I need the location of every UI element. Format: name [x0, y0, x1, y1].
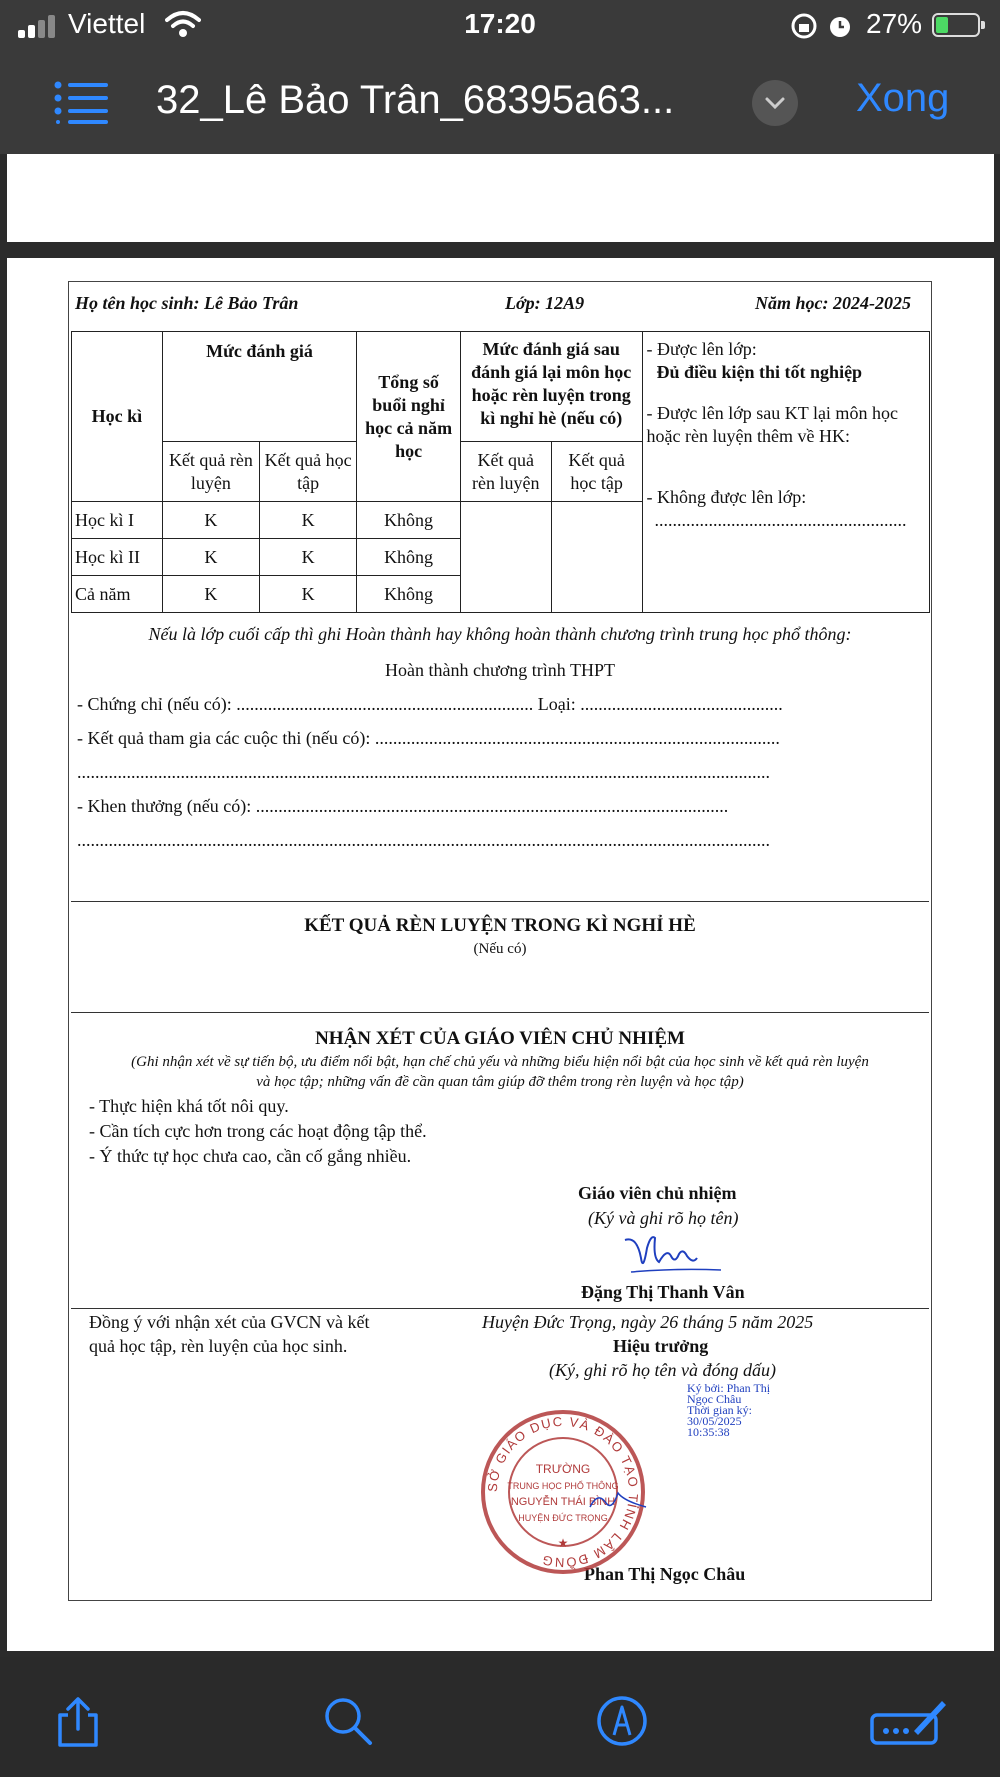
digital-signature-line: Ngọc Châu	[687, 1392, 742, 1406]
stamp-text: HUYỆN ĐỨC TRỌNG	[518, 1513, 608, 1523]
subheader-study: Kết quả học tập	[260, 442, 357, 502]
absent-cell: Không	[357, 576, 461, 613]
absent-cell: Không	[357, 539, 461, 576]
certificate-line: - Chứng chỉ (nếu có): .................................................................. Loại: .............................................	[77, 694, 783, 714]
divider	[71, 1012, 929, 1013]
stamp-text: TRUNG HỌC PHỔ THÔNG	[507, 1481, 619, 1491]
alarm-icon	[826, 12, 854, 40]
digital-signature-line: 10:35:38	[687, 1425, 730, 1439]
award-line: - Khen thưởng (nếu có): .........................................................................................................	[77, 796, 729, 816]
teacher-comment-note: và học tập; những vấn đề cần quan tâm giúp đỡ thêm trong rèn luyện và học tập)	[256, 1074, 744, 1090]
digital-signature-line: Ký bởi: Phan Thị	[687, 1381, 771, 1395]
conduct-cell: K	[162, 539, 259, 576]
header-after-review: Mức đánh giá sau đánh giá lại môn học hoặc rèn luyện trong kì nghỉ hè (nếu có)	[460, 332, 642, 442]
principal-role: Hiệu trưởng	[613, 1336, 709, 1356]
subheader-conduct: Kết quả rèn luyện	[162, 442, 259, 502]
summer-title: KẾT QUẢ RÈN LUYỆN TRONG KÌ NGHỈ HÈ	[304, 915, 696, 936]
not-promoted-label: - Không được lên lớp:	[646, 487, 807, 507]
clock: 17:20	[464, 8, 536, 39]
title-menu-button[interactable]	[752, 80, 798, 126]
svg-text:★: ★	[557, 1536, 569, 1550]
school-stamp	[478, 1407, 648, 1577]
chevron-down-icon	[752, 80, 798, 126]
comment-item: - Thực hiện khá tốt nôi quy.	[89, 1096, 289, 1116]
search-icon[interactable]	[322, 1695, 374, 1747]
teacher-role: Giáo viên chủ nhiệm	[578, 1183, 737, 1203]
previous-page	[7, 154, 994, 242]
agree-text: quả học tập, rèn luyện của học sinh.	[89, 1336, 348, 1356]
promotion-after-review: - Được lên lớp sau KT lại môn học hoặc rèn luyện thêm về HK:	[646, 403, 898, 446]
list-icon[interactable]	[54, 80, 110, 124]
dots-line: ..........................................................................................................................................................	[77, 762, 770, 782]
agree-text: Đồng ý với nhận xét của GVCN và kết	[89, 1312, 370, 1332]
digital-signature-line: Thời gian ký:	[687, 1403, 753, 1417]
digital-signature-info	[687, 1383, 770, 1438]
divider	[71, 901, 929, 902]
header-total-absent: Tổng số buổi nghỉ học cả năm học	[357, 332, 461, 502]
student-name: Họ tên học sinh: Lê Bảo Trân	[75, 293, 299, 313]
header-term: Học kì	[72, 332, 163, 502]
conduct-cell: K	[162, 576, 259, 613]
document-title: 32_Lê Bảo Trân_68395a63...	[156, 78, 675, 122]
contest-line: - Kết quả tham gia các cuộc thi (nếu có): ..........................................................................................	[77, 728, 780, 748]
teacher-comment-title: NHẬN XÉT CỦA GIÁO VIÊN CHỦ NHIỆM	[315, 1028, 685, 1049]
battery-icon	[932, 13, 980, 37]
term-cell: Học kì I	[72, 502, 163, 539]
principal-name: Phan Thị Ngọc Châu	[584, 1564, 746, 1584]
divider	[71, 1308, 929, 1309]
share-icon[interactable]	[52, 1695, 104, 1747]
final-grade-note: Nếu là lớp cuối cấp thì ghi Hoàn thành hay không hoàn thành chương trình trung học phổ thông:	[148, 624, 852, 644]
subheader-review-conduct: Kết quả rèn luyện	[460, 442, 551, 502]
place-date: Huyện Đức Trọng, ngày 26 tháng 5 năm 2025	[482, 1312, 814, 1332]
promotion-value: Đủ điều kiện thi tốt nghiệp	[656, 362, 863, 382]
promotion-label: - Được lên lớp:	[646, 339, 757, 359]
principal-sign-note: (Ký, ghi rõ họ tên và đóng dấu)	[549, 1360, 776, 1380]
results-table	[71, 331, 930, 613]
markup-icon[interactable]	[596, 1695, 648, 1747]
term-cell: Học kì II	[72, 539, 163, 576]
school-year: Năm học: 2024-2025	[755, 293, 911, 313]
absent-cell: Không	[357, 502, 461, 539]
teacher-comment-note: (Ghi nhận xét về sự tiến bộ, ưu điểm nổi bật, hạn chế chủ yếu và những biểu hiện nổi bật của học sinh về kết quả rèn luyện	[131, 1054, 869, 1070]
teacher-name: Đặng Thị Thanh Vân	[581, 1282, 745, 1302]
teacher-sign-note: (Ký và ghi rõ họ tên)	[588, 1208, 739, 1228]
dots-line: ..........................................................................................................................................................	[77, 830, 770, 850]
stamp-ring-text: SỞ GIÁO DỤC VÀ ĐÀO TẠO TỈNH LÂM ĐỒNG	[484, 1413, 642, 1571]
battery-percent: 27%	[866, 8, 923, 39]
study-cell: K	[260, 576, 357, 613]
not-promoted-dots: ........................................................	[654, 510, 907, 530]
stamp-text: NGUYỄN THÁI BÌNH	[510, 1496, 616, 1508]
done-button[interactable]: Xong	[856, 76, 950, 120]
review-conduct-cell	[460, 502, 551, 613]
top-bar	[0, 0, 1000, 154]
rotation-lock-icon	[790, 12, 818, 40]
comment-item: - Ý thức tự học chưa cao, cần cố gắng nhiều.	[89, 1146, 412, 1166]
promotion-cell	[642, 332, 929, 613]
subheader-review-study: Kết quả học tập	[551, 442, 642, 502]
study-cell: K	[260, 539, 357, 576]
bottom-toolbar	[0, 1657, 1000, 1777]
stamp-text: TRƯỜNG	[535, 1462, 591, 1476]
signature-icon[interactable]	[870, 1695, 948, 1747]
header-assessment: Mức đánh giá	[162, 332, 356, 442]
carrier-name: Viettel	[68, 8, 146, 39]
teacher-signature	[617, 1228, 727, 1278]
digital-signature-line: 30/05/2025	[687, 1414, 742, 1428]
review-study-cell	[551, 502, 642, 613]
class-name: Lớp: 12A9	[505, 293, 585, 313]
comment-item: - Cần tích cực hơn trong các hoạt động tập thể.	[89, 1121, 427, 1141]
study-cell: K	[260, 502, 357, 539]
summer-subtitle: (Nếu có)	[473, 941, 527, 957]
final-grade-value: Hoàn thành chương trình THPT	[385, 660, 615, 680]
status-bar	[0, 0, 1000, 52]
term-cell: Cả năm	[72, 576, 163, 613]
conduct-cell: K	[162, 502, 259, 539]
